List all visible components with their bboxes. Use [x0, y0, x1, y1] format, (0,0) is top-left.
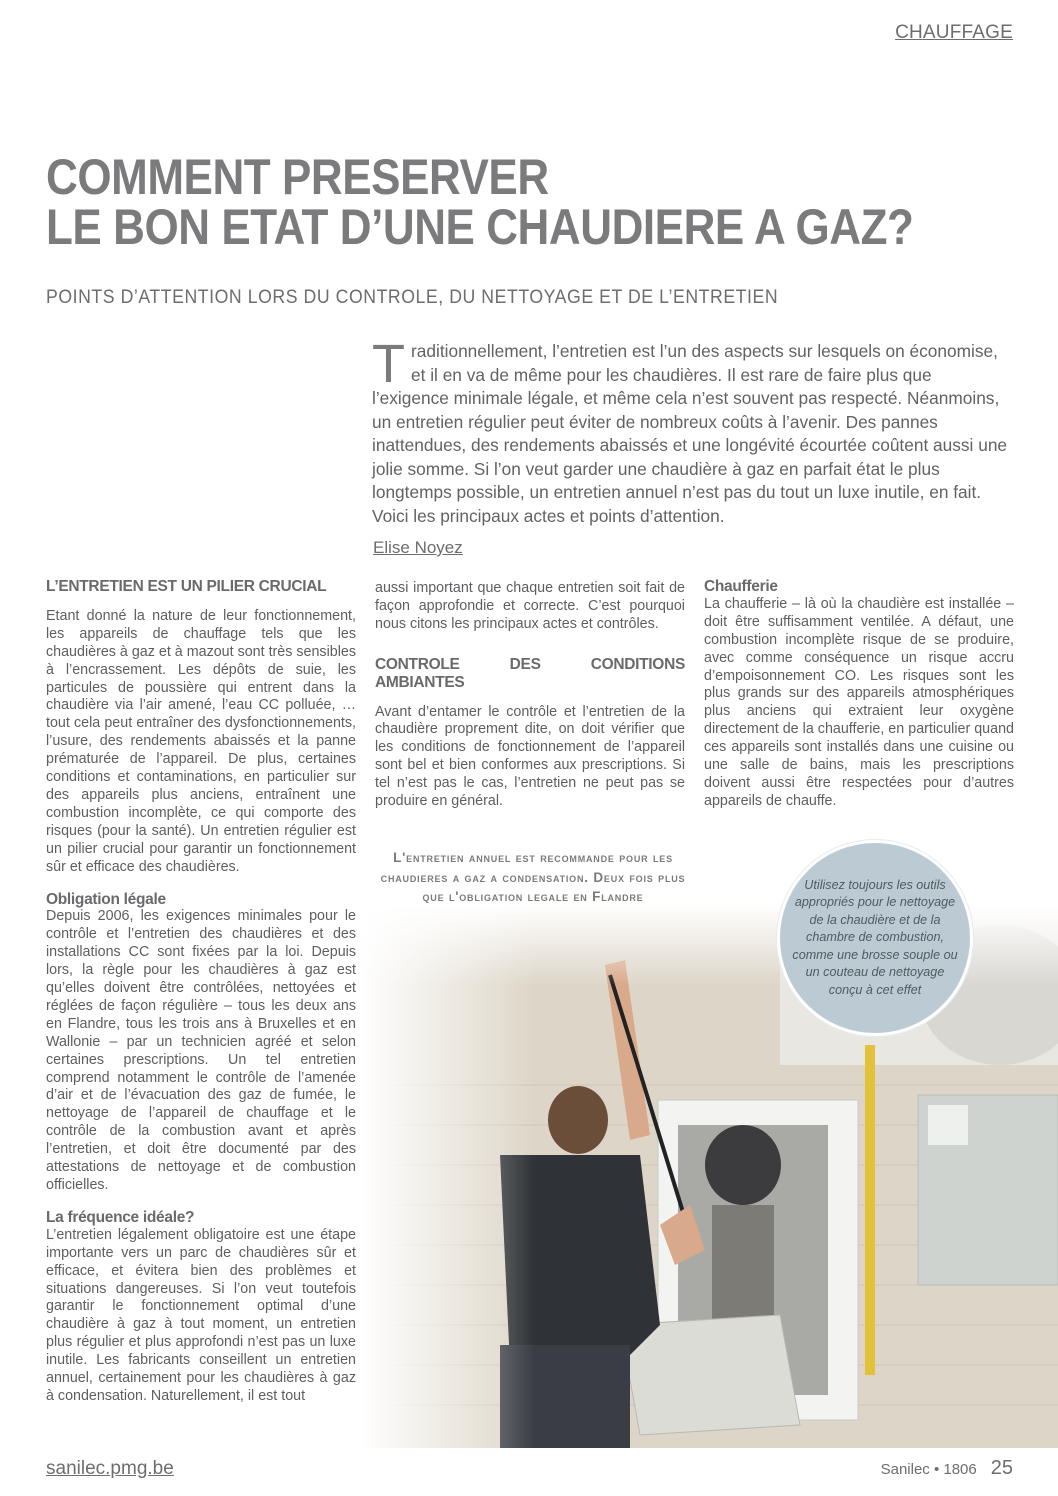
article-title	[46, 149, 914, 255]
footer-page-info	[881, 1457, 1013, 1480]
subheading-obligation-legale: Obligation légale	[46, 890, 166, 908]
paragraph-conditions-ambiantes: Avant d’entamer le contrôle et l’entretien de la chaudière proprement dite, on doit vérifier que les conditions de fonctionnement de l’appareil sont bel et bien conformes aux prescriptions. Si tel n’est pas le cas, l’entretien ne peut pas se produire en général.	[375, 703, 685, 810]
subheading-chaufferie: Chaufferie	[704, 578, 778, 595]
magazine-issue: Sanilec • 1806	[880, 1461, 977, 1478]
author-byline[interactable]: Elise Noyez	[373, 538, 463, 557]
intro-text: raditionnellement, l’entretien est l’un des aspects sur lesquels on économise, et il en va de même pour les chaudières. Il est rare de faire plus que l’exigence minimale légale, et même cela n’est souvent pas respecté. Néanmoins, un entretien régulier peut éviter de nombreux coûts à l’avenir. Des pannes inattendues, des rendements abaissés et une longévité écourtée coûtent aussi une jolie somme. Si l’on veut garder une chaudière à gaz en parfait état le plus longtemps possible, un entretien annuel n’est pas du tout un luxe inutile, en fait. Voici les principaux actes et points d’attention.	[372, 341, 1008, 526]
paragraph-obligation-legale: Depuis 2006, les exigences minimales pour le contrôle et l’entretien des chaudières et des installations CC sont fixées par la loi. Depuis lors, la règle pour les chaudières à gaz est qu’elles doivent être contrôlées, nettoyées et réglées de façon régulière – tous les deux ans en Flandre, tous les trois ans à Bruxelles et en Wallonie – par un technicien agréé et selon certaines prescriptions. Un tel entretien comprend notamment le contrôle de l’amenée d’air et de l’évacuation des gaz de fumée, le nettoyage de l’appareil de chauffage et le contrôle de la combustion avant et après l’entretien, et doit être documenté par des attestations de nettoyage et de combustion officielles.	[46, 908, 356, 1193]
intro-paragraph	[372, 334, 1012, 528]
column-3	[704, 578, 1014, 811]
heading-entretien-pilier: L’ENTRETIEN EST UN PILIER CRUCIAL	[46, 578, 327, 595]
column-2	[375, 580, 685, 811]
website-link[interactable]: sanilec.pmg.be	[46, 1458, 174, 1479]
paragraph-entretien-pilier: Etant donné la nature de leur fonctionnement, les appareils de chauffage tels que les chaudières à gaz et à mazout sont très sensibles à l’encrassement. Les dépôts de suie, les particules de poussière qui entrent dans la chaudière via l’air amené, l’eau CC polluée, … tout cela peut entraîner des dysfonctionnements, l’usure, des rendements abaissés et la panne prématurée de l’appareil. De plus, certaines conditions et contaminations, en particulier sur des appareils plus anciens, entraînent une combustion incomplète, ce qui comporte des risques (pour la santé). Un entretien régulier est un pilier crucial pour garantir un fonctionnement sûr et efficace des chaudières.	[46, 607, 356, 875]
article-subtitle: POINTS D’ATTENTION LORS DU CONTROLE, DU NETTOYAGE ET DE L’ENTRETIEN	[46, 287, 779, 308]
paragraph-chaufferie: La chaufferie – là où la chaudière est installée – doit être suffisamment ventilée. A défaut, une combustion incomplète risque de se produire, avec comme conséquence un risque accru d’empoisonnement CO. Les risques sont les plus grands sur des appareils atmosphériques plus anciens qui extraient leur oxygène directement de la chaufferie, en particulier quand ces appareils sont installés dans une cuisine ou une salle de bains, mais les prescriptions doivent aussi être respectées pour d’autres appareils de chauffe.	[704, 595, 1014, 809]
paragraph-frequence-ideale: L’entretien légalement obligatoire est une étape importante vers un parc de chaudières sûr et efficace, et évitera bien des problèmes et situations dangereuses. Si l’on veut toutefois garantir le fonctionnement optimal d’une chaudière à gaz à tout moment, un entretien plus régulier et plus approfondi n’est pas un luxe inutile. Les fabricants conseillent un entretien annuel, certainement pour les chaudières à gaz à condensation. Naturellement, il est tout	[46, 1226, 356, 1404]
column-1	[46, 578, 356, 1406]
pull-quote: L'entretien annuel est recommande pour les chaudieres a gaz a condensation. Deux fois plus que l'obligation legale en Flandre	[380, 850, 686, 904]
heading-conditions-ambiantes: CONTROLE DES CONDITIONS AMBIANTES	[375, 655, 685, 691]
paragraph-continuation: aussi important que chaque entretien soit fait de façon approfondie et correcte. C’est pourquoi nous citons les principaux actes et contrôles.	[375, 580, 685, 632]
section-tag[interactable]: CHAUFFAGE	[895, 22, 1013, 43]
drop-cap: T	[372, 334, 405, 394]
title-line-1: COMMENT PRESERVER	[46, 149, 549, 205]
title-line-2: LE BON ETAT D’UNE CHAUDIERE A GAZ?	[46, 199, 914, 255]
subheading-frequence-ideale: La fréquence idéale?	[46, 1208, 195, 1226]
tip-text: Utilisez toujours les outils appropriés pour le nettoyage de la chaudière et de la chambre de combustion, comme une brosse souple ou un couteau de nettoyage conçu à cet effet	[792, 877, 958, 997]
page-number: 25	[990, 1457, 1013, 1479]
tip-bubble	[777, 840, 973, 1036]
